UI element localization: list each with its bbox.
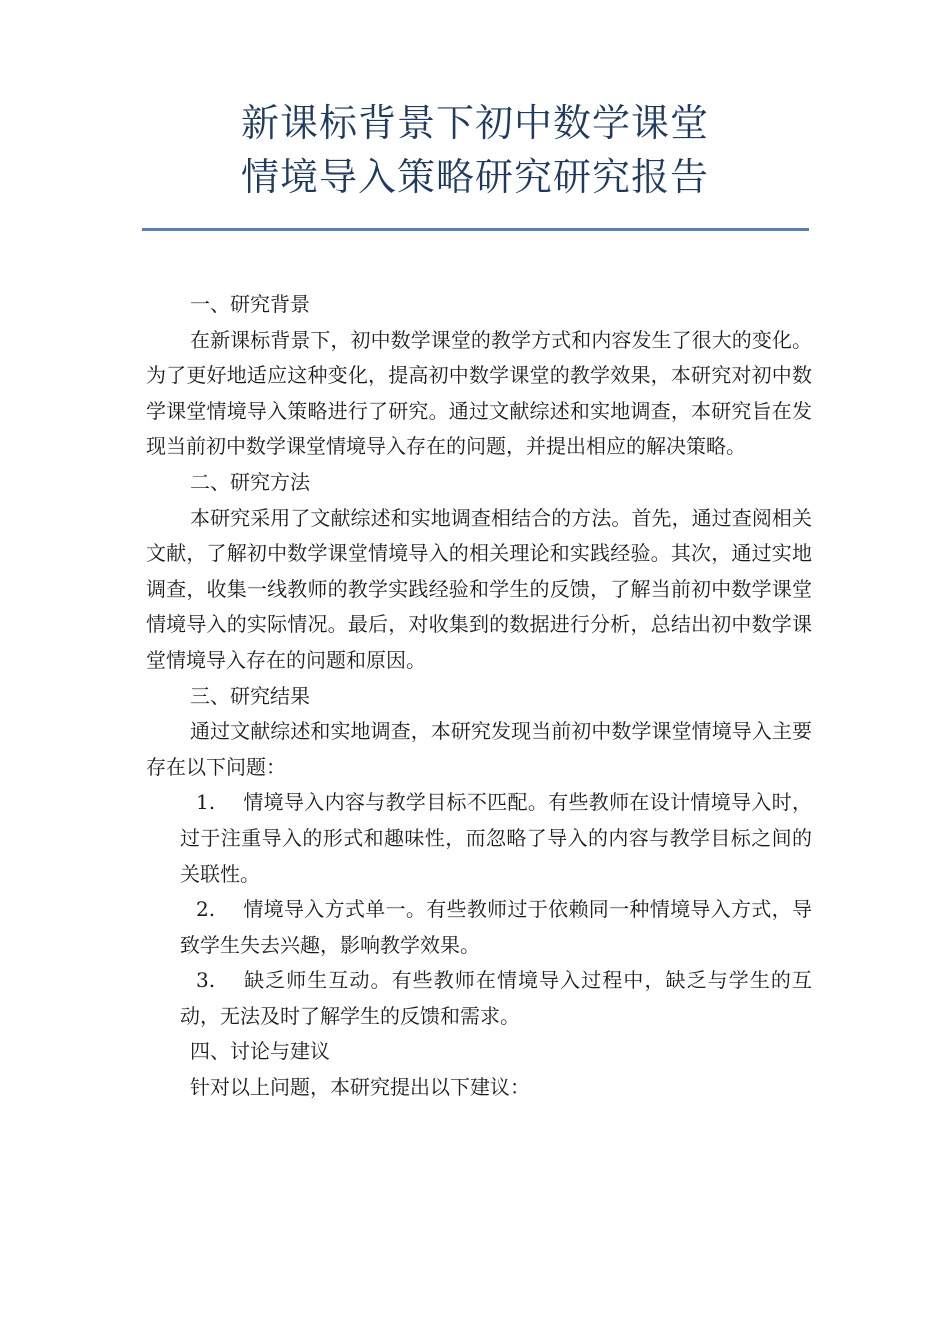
list-item-number: 3. [196,968,216,993]
document-title [0,96,950,204]
title-line-1: 新课标背景下初中数学课堂 [240,101,709,145]
title-line-2: 情境导入策略研究研究报告 [240,155,709,199]
section-heading-background: 一、研究背景 [190,292,310,316]
paragraph-background: 在新课标背景下，初中数学课堂的教学方式和内容发生了很大的变化。为了更好地适应这种变化，提高初中数学课堂的教学效果，本研究对初中数学课堂情境导入策略进行了研究。通过文献综述和实地调查，本研究旨在发现当前初中数学课堂情境导入存在的问题，并提出相应的解决策略。 [146,327,812,459]
document-body [146,287,812,1106]
list-item [146,785,812,892]
list-item-number: 1. [196,790,216,815]
list-item-number: 2. [196,897,216,922]
paragraph-results-intro: 通过文献综述和实地调查，本研究发现当前初中数学课堂情境导入主要存在以下问题： [146,719,812,779]
paragraph-method: 本研究采用了文献综述和实地调查相结合的方法。首先，通过查阅相关文献，了解初中数学课堂情境导入的相关理论和实践经验。其次，通过实地调查，收集一线教师的教学实践经验和学生的反馈，了解当前初中数学课堂情境导入的实际情况。最后，对收集到的数据进行分析，总结出初中数学课堂情境导入存在的问题和原因。 [146,505,812,672]
list-item [146,892,812,963]
title-divider [142,228,809,231]
list-item-text: 情境导入方式单一。有些教师过于依赖同一种情境导入方式，导致学生失去兴趣，影响教学效果。 [180,897,812,957]
list-item-text: 缺乏师生互动。有些教师在情境导入过程中，缺乏与学生的互动，无法及时了解学生的反馈和需求。 [180,968,812,1028]
paragraph-discussion-intro: 针对以上问题，本研究提出以下建议： [190,1075,530,1100]
section-heading-results: 三、研究结果 [190,683,310,708]
section-heading-method: 二、研究方法 [190,469,310,494]
list-item [146,963,812,1034]
list-item-text: 情境导入内容与教学目标不匹配。有些教师在设计情境导入时，过于注重导入的形式和趣味性，而忽略了导入的内容与教学目标之间的关联性。 [180,790,812,886]
section-heading-discussion: 四、讨论与建议 [190,1039,330,1064]
